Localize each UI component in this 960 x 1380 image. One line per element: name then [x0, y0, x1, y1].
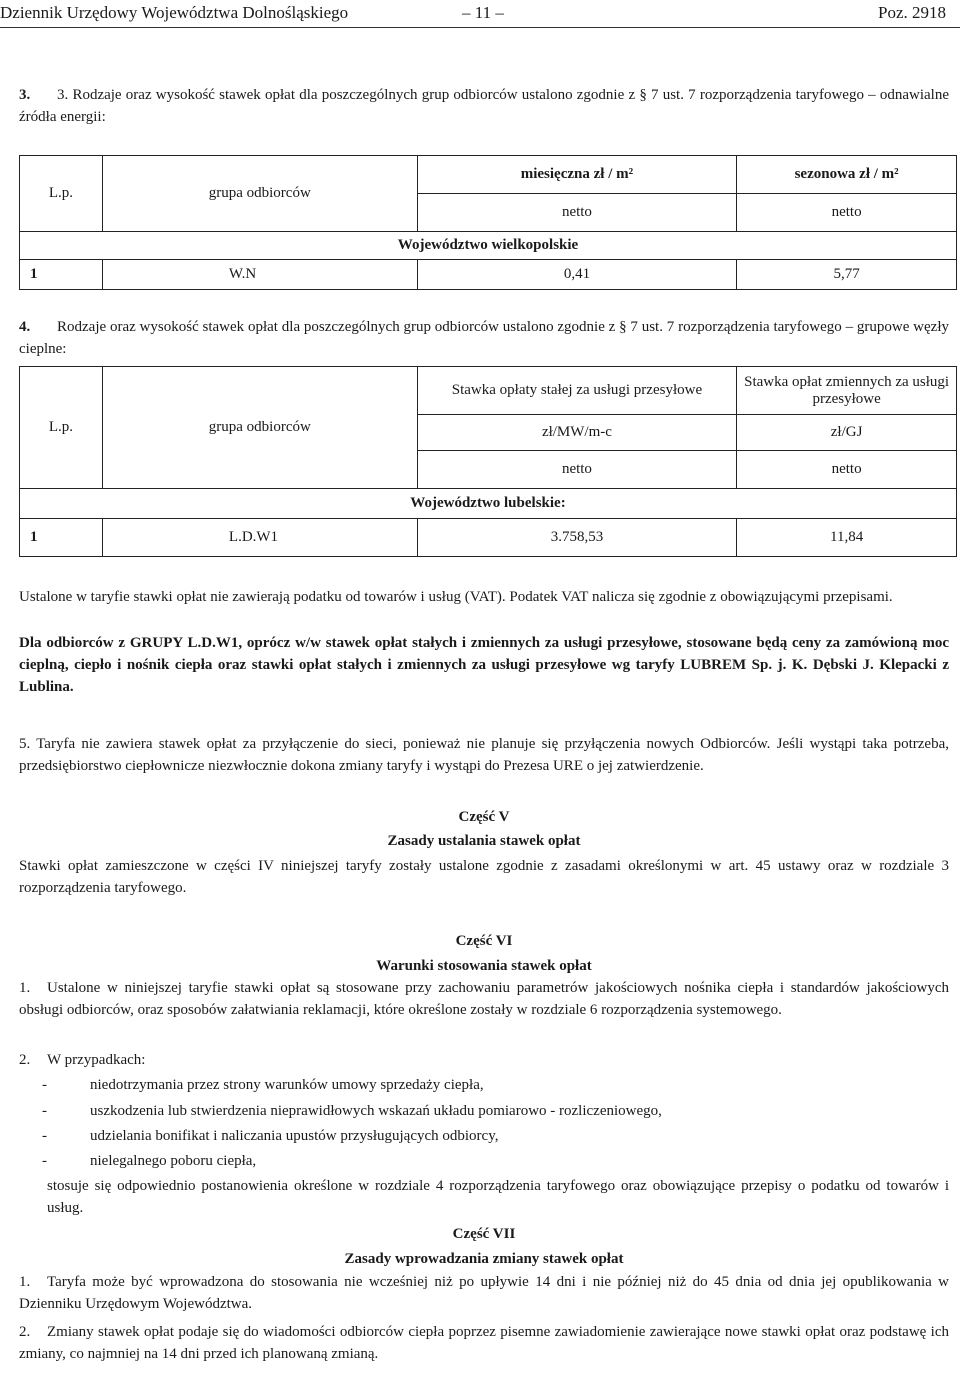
group-header: grupa odbiorców [102, 367, 417, 489]
bullet-text: niedotrzymania przez strony warunków umowy sprzedaży ciepła, [90, 1077, 484, 1093]
part-6-closing: stosuje się odpowiednio postanowienia określone w rozdziale 4 rozporządzenia taryfowego oraz obowiązujące przepisy o podatku od towarów i usług. [47, 1178, 949, 1216]
netto-header: netto [417, 194, 737, 232]
bullet-dash: - [42, 1128, 47, 1144]
netto-header: netto [737, 451, 957, 489]
vat-note: Ustalone w taryfie stawki opłat nie zawierają podatku od towarów i usług (VAT). Podatek VAT nalicza się zgodnie z obowiązującymi przepisami. [19, 589, 893, 605]
part-6-item-2 [19, 1049, 949, 1071]
item-number: 2. [19, 1052, 31, 1068]
bullet-item [42, 1100, 922, 1122]
part-6-subtitle: Warunki stosowania stawek opłat [376, 958, 592, 974]
region-row: Województwo lubelskie: [20, 489, 957, 519]
lp-header: L.p. [20, 156, 103, 232]
lp-header: L.p. [20, 367, 103, 489]
table-row [20, 260, 957, 290]
section-4 [19, 316, 949, 360]
row-group: W.N [102, 260, 417, 290]
section-4-number: 4. [19, 319, 31, 335]
section-3-number: 3. [19, 87, 31, 103]
section-4-text: Rodzaje oraz wysokość stawek opłat dla poszczególnych grup odbiorców ustalono zgodnie z § 7 ust. 7 rozporządzenia taryfowego – grupowe węzły cieplne: [19, 319, 949, 357]
section-3 [19, 84, 949, 128]
group-header: grupa odbiorców [102, 156, 417, 232]
page-number: – 11 – [462, 3, 504, 22]
journal-title: Dziennik Urzędowy Województwa Dolnośląskiego [0, 3, 349, 22]
bullet-dash: - [42, 1153, 47, 1169]
netto-header: netto [737, 194, 957, 232]
rates-table-1 [19, 155, 957, 290]
row-lp: 1 [20, 519, 103, 557]
item-text: Ustalone w niniejszej taryfie stawki opłat są stosowane przy zachowaniu parametrów jakościowych nośnika ciepła i standardów jakościowych obsługi odbiorców, oraz sposobów załatwiania reklamacji, które określone zostały w rozdziale 6 rozporządzenia systemowego. [19, 980, 949, 1018]
row-group: L.D.W1 [102, 519, 417, 557]
bullet-item [42, 1125, 922, 1147]
rates-table-2 [19, 366, 957, 557]
item-number: 1. [19, 980, 31, 996]
variable-rate-header: Stawka opłat zmiennych za usługi przesyłowe [737, 367, 957, 415]
row-fixed-value: 3.758,53 [417, 519, 737, 557]
unit-header: zł/GJ [737, 415, 957, 451]
part-5-text: Stawki opłat zamieszczone w części IV niniejszej taryfy zostały ustalone zgodnie z zasadami określonymi w art. 45 ustawy oraz w rozdziale 3 rozporządzenia taryfowego. [19, 858, 949, 896]
bullet-text: udzielania bonifikat i naliczania upustów przysługujących odbiorcy, [90, 1128, 499, 1144]
item-text: W przypadkach: [47, 1052, 146, 1068]
part-7-item-2 [19, 1321, 949, 1365]
bullet-item [42, 1074, 922, 1096]
part-7-item-1 [19, 1271, 949, 1315]
row-variable-value: 11,84 [737, 519, 957, 557]
page-header [0, 0, 960, 28]
item-number: 1. [19, 1274, 31, 1290]
monthly-header: miesięczna zł / m² [417, 156, 737, 194]
bullet-text: uszkodzenia lub stwierdzenia nieprawidłowych wskazań układu pomiarowo - rozliczeniowego, [90, 1103, 662, 1119]
position-number: Poz. 2918 [878, 3, 946, 22]
bullet-dash: - [42, 1103, 47, 1119]
part-7-subtitle: Zasady wprowadzania zmiany stawek opłat [344, 1251, 624, 1267]
bullet-text: nielegalnego poboru ciepła, [90, 1153, 257, 1169]
part-6-title: Część VI [455, 933, 513, 949]
row-seasonal-value: 5,77 [737, 260, 957, 290]
unit-header: zł/MW/m-c [417, 415, 737, 451]
table-row [20, 519, 957, 557]
bullet-item [42, 1150, 922, 1172]
part-5-title: Część V [458, 809, 510, 825]
part-7-title: Część VII [452, 1226, 516, 1242]
row-lp: 1 [20, 260, 103, 290]
section-3-text: 3. Rodzaje oraz wysokość stawek opłat dla poszczególnych grup odbiorców ustalono zgodnie z § 7 ust. 7 rozporządzenia taryfowego – odnawialne źródła energii: [19, 87, 949, 125]
bullet-dash: - [42, 1077, 47, 1093]
netto-header: netto [417, 451, 737, 489]
point-5: 5. Taryfa nie zawiera stawek opłat za przyłączenie do sieci, ponieważ nie planuje się przyłączenia nowych Odbiorców. Jeśli wystąpi taka potrzeba, przedsiębiorstwo ciepłownicze niezwłocznie dokona zmiany taryfy i wystąpi do Prezesa URE o jej zatwierdzenie. [19, 736, 949, 774]
item-text: Taryfa może być wprowadzona do stosowania nie wcześniej niż po upływie 14 dni i nie później niż do 45 dnia od dnia jej opublikowania w Dzienniku Urzędowym Województwa. [19, 1274, 949, 1312]
part-5-subtitle: Zasady ustalania stawek opłat [387, 833, 581, 849]
region-row: Województwo wielkopolskie [20, 232, 957, 260]
part-6-item-1 [19, 977, 949, 1021]
row-monthly-value: 0,41 [417, 260, 737, 290]
group-note: Dla odbiorców z GRUPY L.D.W1, oprócz w/w stawek opłat stałych i zmiennych za usługi przesyłowe, stosowane będą ceny za zamówioną moc cieplną, ciepło i nośnik ciepła oraz stawki opłat stałych i zmiennych za usługi przesyłowe wg taryfy LUBREM Sp. j. K. Dębski J. Klepacki z Lublina. [19, 635, 949, 695]
item-number: 2. [19, 1324, 31, 1340]
fixed-rate-header: Stawka opłaty stałej za usługi przesyłowe [417, 367, 737, 415]
item-text: Zmiany stawek opłat podaje się do wiadomości odbiorców ciepła poprzez pisemne zawiadomienie zawierające nowe stawki opłat oraz podstawę ich zmiany, co najmniej na 14 dni przed ich planowaną zmianą. [19, 1324, 949, 1362]
seasonal-header: sezonowa zł / m² [737, 156, 957, 194]
